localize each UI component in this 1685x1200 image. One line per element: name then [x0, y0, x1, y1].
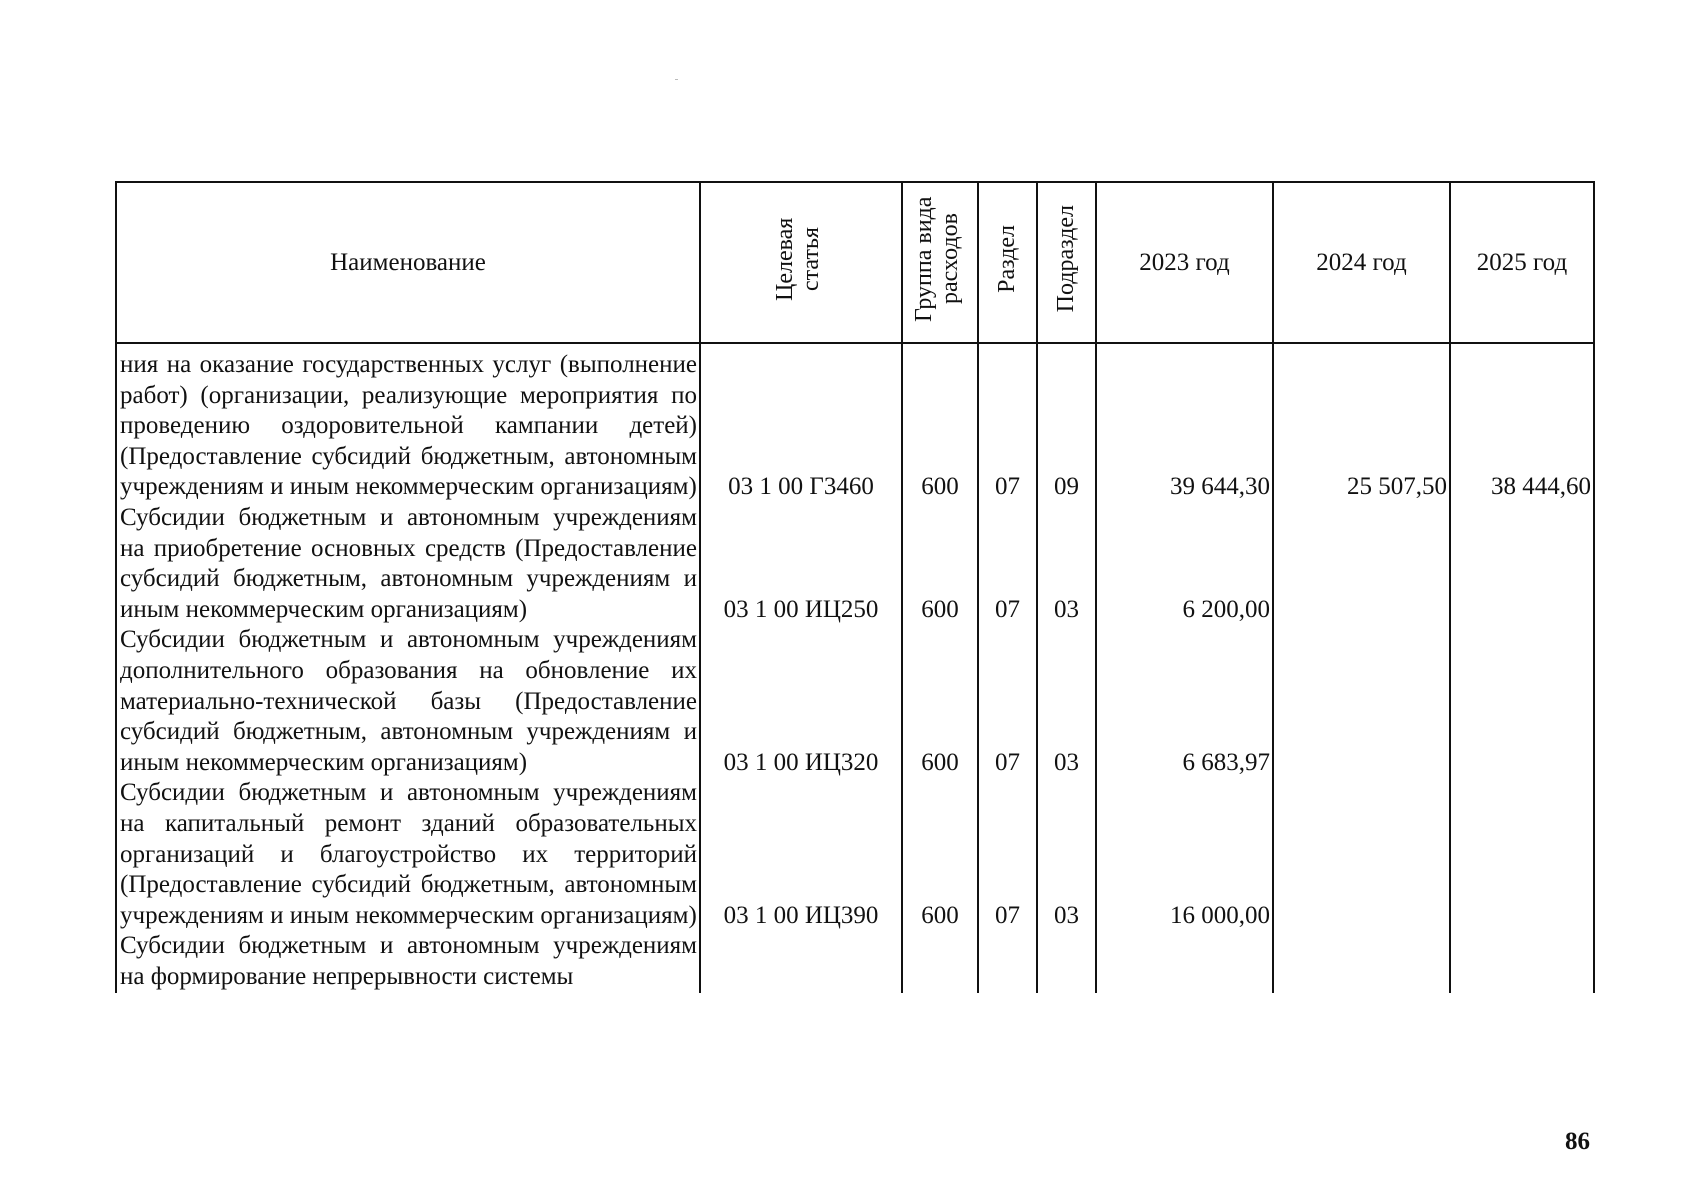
- table-row: [116, 931, 1594, 993]
- row-2023: 39 644,30: [1096, 343, 1273, 503]
- row-expense-group: 600: [902, 625, 978, 778]
- header-target-item: Целевая статья: [700, 182, 902, 343]
- row-2024: [1273, 503, 1450, 625]
- row-subsection: 03: [1037, 778, 1096, 931]
- row-section: 07: [978, 503, 1037, 625]
- row-target-item: [700, 931, 902, 993]
- row-name: ния на оказание государственных услуг (выполнение работ) (организации, реализующие мероприятия по проведению оздоровительной кампании детей) (Предоставление субсидий бюджетным, автономным учреждениям и иным некоммерческим организациям): [116, 343, 700, 503]
- page-number: 86: [1565, 1128, 1590, 1155]
- row-target-item: 03 1 00 Г3460: [700, 343, 902, 503]
- header-section: Раздел: [978, 182, 1037, 343]
- row-subsection: [1037, 931, 1096, 993]
- row-section: 07: [978, 778, 1037, 931]
- row-name: Субсидии бюджетным и автономным учреждениям на приобретение основных средств (Предоставление субсидий бюджетным, автономным учреждениям и иным некоммерческим организациям): [116, 503, 700, 625]
- row-2023: 16 000,00: [1096, 778, 1273, 931]
- header-subsection: Подраздел: [1037, 182, 1096, 343]
- row-2023: 6 683,97: [1096, 625, 1273, 778]
- header-2023: 2023 год: [1096, 182, 1273, 343]
- row-section: 07: [978, 625, 1037, 778]
- table-row: [116, 778, 1594, 931]
- row-expense-group: 600: [902, 778, 978, 931]
- row-subsection: 09: [1037, 343, 1096, 503]
- table-row: [116, 503, 1594, 625]
- budget-table: [115, 181, 1595, 993]
- row-subsection: 03: [1037, 503, 1096, 625]
- row-expense-group: [902, 931, 978, 993]
- row-2025: [1450, 503, 1594, 625]
- header-name: Наименование: [116, 182, 700, 343]
- row-target-item: 03 1 00 ИЦ250: [700, 503, 902, 625]
- table-row: [116, 625, 1594, 778]
- row-section: [978, 931, 1037, 993]
- table-row: [116, 343, 1594, 503]
- row-subsection: 03: [1037, 625, 1096, 778]
- row-2023: 6 200,00: [1096, 503, 1273, 625]
- row-2024: [1273, 931, 1450, 993]
- row-expense-group: 600: [902, 343, 978, 503]
- row-2024: [1273, 778, 1450, 931]
- row-2025: [1450, 931, 1594, 993]
- header-row: [116, 182, 1594, 343]
- header-2024: 2024 год: [1273, 182, 1450, 343]
- row-2023: [1096, 931, 1273, 993]
- row-name: Субсидии бюджетным и автономным учреждениям на капитальный ремонт зданий образовательных организаций и благоустройство их территорий (Предоставление субсидий бюджетным, автономным учреждениям и иным некоммерческим организациям): [116, 778, 700, 931]
- row-2025: 38 444,60: [1450, 343, 1594, 503]
- row-target-item: 03 1 00 ИЦ320: [700, 625, 902, 778]
- scan-artifact: [675, 79, 678, 80]
- header-2025: 2025 год: [1450, 182, 1594, 343]
- row-2024: [1273, 625, 1450, 778]
- row-2025: [1450, 625, 1594, 778]
- row-2024: 25 507,50: [1273, 343, 1450, 503]
- row-2025: [1450, 778, 1594, 931]
- row-target-item: 03 1 00 ИЦ390: [700, 778, 902, 931]
- row-name: Субсидии бюджетным и автономным учреждениям дополнительного образования на обновление их материально-технической базы (Предоставление субсидий бюджетным, автономным учреждениям и иным некоммерческим организациям): [116, 625, 700, 778]
- row-name: Субсидии бюджетным и автономным учреждениям на формирование непрерывности системы: [116, 931, 700, 993]
- header-expense-group: Группа вида расходов: [902, 182, 978, 343]
- row-expense-group: 600: [902, 503, 978, 625]
- row-section: 07: [978, 343, 1037, 503]
